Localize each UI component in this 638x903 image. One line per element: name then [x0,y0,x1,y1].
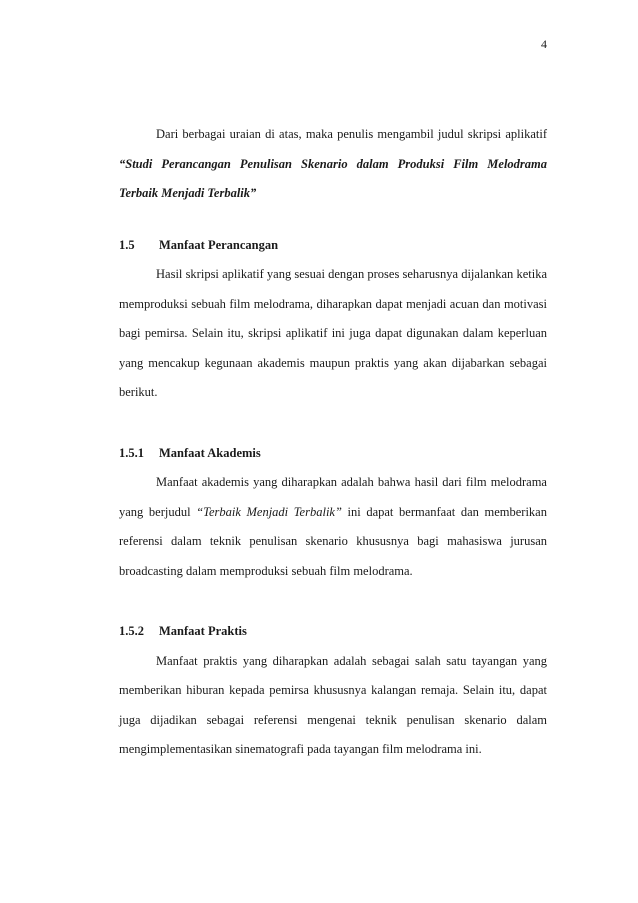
section-1-5-paragraph: Hasil skripsi aplikatif yang sesuai dengan proses seharusnya dijalankan ketika memproduksi sebuah film melodrama, diharapkan dapat menjadi acuan dan motivasi bagi pemirsa. Selain itu, skripsi aplikatif ini juga dapat digunakan dalam keperluan yang mencakup kegunaan akademis maupun praktis yang akan dijabarkan sebagai berikut. [119,267,547,399]
intro-paragraph [119,120,547,209]
section-heading-1-5-1 [119,439,547,469]
section-title: Manfaat Perancangan [159,237,279,252]
body-text: ini dapat bermanfaat dan memberikan referensi dalam teknik penulisan skenario khususnya bagi mahasiswa jurusan broadcasting dalam memproduksi sebuah film melodrama. [119,504,547,578]
page-number: 4 [541,37,547,51]
body-text: Manfaat akademis yang diharapkan adalah bahwa hasil dari film melodrama yang berjudul [119,475,547,519]
document-body [119,120,547,765]
section-title: Manfaat Akademis [159,445,261,460]
film-title: “Terbaik Menjadi Terbalik” [196,504,342,519]
section-number: 1.5 [119,237,135,252]
section-heading-1-5-2 [119,617,547,647]
section-number: 1.5.1 [119,445,144,460]
thesis-title: “Studi Perancangan Penulisan Skenario dalam Produksi Film Melodrama Terbaik Menjadi Terbalik” [119,156,547,200]
section-1-5-1-paragraph [119,468,547,586]
intro-lead: Dari berbagai uraian di atas, maka penulis mengambil judul skripsi aplikatif [156,127,547,141]
section-number: 1.5.2 [119,624,144,638]
section-heading-1-5 [119,231,547,261]
section-title: Manfaat Praktis [159,624,247,638]
section-1-5-2-paragraph: Manfaat praktis yang diharapkan adalah sebagai salah satu tayangan yang memberikan hiburan kepada pemirsa khususnya kalangan remaja. Selain itu, dapat juga dijadikan sebagai referensi mengenai teknik penulisan skenario dalam mengimplementasikan sinematografi pada tayangan film melodrama ini. [119,653,547,756]
